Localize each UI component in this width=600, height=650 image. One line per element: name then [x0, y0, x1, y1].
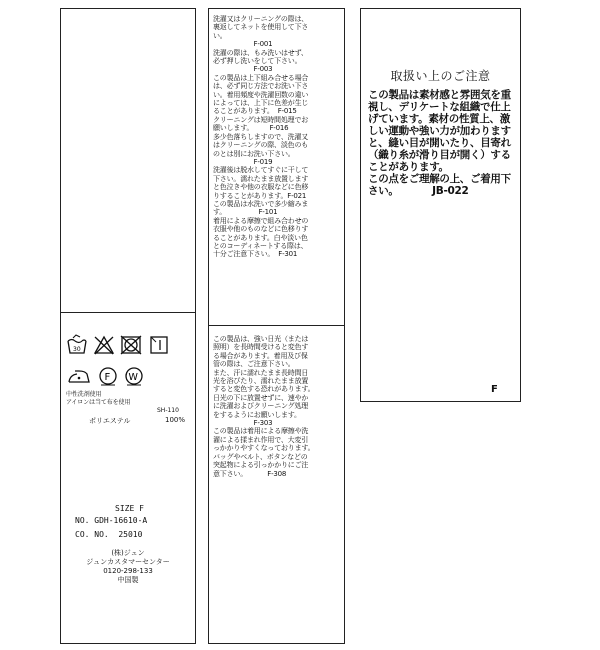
fiber-percent: 100%	[165, 416, 186, 424]
no-bleach-icon	[93, 334, 115, 356]
care-notes-upper: 洗濯又はクリーニングの際は、 裏返してネットを使用して下さ い。 F-001 洗濯の際は、もみ洗いはせず、 必ず押し洗いをして下さい。 F-003 この製品は上下組み合せる場合 は、必ず同じ方法でお洗い下さ い。着用頻度や洗濯回数の違い によっては、上下に色差が生じ ることがあります。 F-015 クリーニングは短時間処理でお 願いします。 F-016 多少色落ちしますので、洗濯又 はクリーニングの際、淡色のも のとは別にお洗い下さい。 F-019 洗濯後は脱水してすぐに干して 下さい。濡れたまま放置します と色泣きや他の衣服などに色移 りすることがあります。F-021 この製品は水洗いで多少縮みま す。 F-101 着用による摩擦で組み合わせの 衣服や他のものなどに色移りす ることがあります。白や淡い色 とのコーディネートする際は、 十分ご注意下さい。 F-301	[213, 15, 309, 259]
care-label-tag-middle	[208, 8, 345, 644]
caution-tag-right	[360, 8, 521, 402]
fold-line	[61, 312, 195, 313]
product-number: NO. GDH-16610-A	[75, 516, 148, 525]
care-note-iron: アイロンは当て布を使用	[66, 399, 131, 406]
fiber-name: ポリエステル	[89, 417, 131, 425]
svg-text:W: W	[128, 372, 138, 383]
svg-text:30: 30	[73, 346, 81, 353]
maker-name: (株)ジュン	[111, 549, 145, 557]
wet-clean-w-icon	[124, 366, 144, 386]
care-symbols-row-2	[66, 366, 186, 388]
no-tumble-dry-icon	[120, 334, 142, 356]
iron-low-icon	[66, 366, 92, 386]
care-label-tag-left	[60, 8, 196, 644]
phone-number: 0120-298-133	[103, 567, 153, 575]
line-dry-icon	[148, 334, 170, 356]
care-notes-lower: この製品は、強い日光（または 照明）を長時間受けると変色す る場合があります。着用及び保 管の際は、ご注意下さい。 また、汗に濡れたまま長時間日 光を浴びたり、濡れたまま放置 すると変色する恐れがあります。 日光の下に放置せずに、速やか に洗濯およびクリーニング処理 をするようにお願いします。 F-303 この製品は着用による摩擦や洗 濯による揉まれ作用で、大変引 っかかりやすくなっております。 バッグやベルト、ボタンなどの 突起物による引っかかりにご注 意下さい。 F-308	[213, 335, 315, 478]
customer-center: ジュンカスタマーセンター	[86, 558, 170, 566]
size-label: SIZE F	[115, 504, 144, 513]
hand-wash-30-icon	[66, 334, 88, 356]
co-number: CO. NO. 25010	[75, 530, 143, 539]
care-code: SH-110	[157, 407, 179, 414]
fold-line	[209, 325, 344, 326]
caution-body: この製品は素材感と雰囲気を重 視し、デリケートな組織で仕上 げています。素材の性質上、激 しい運動や強い力が加わります と、縫い目が開いたり、目寄れ （織り糸が滑り目が開く）する ことがあります。 この点をご理解の上、ご着用下 さい。 JB-022	[368, 89, 511, 197]
care-note-detergent: 中性洗剤使用	[66, 391, 102, 398]
caution-title: 取扱い上のご注意	[390, 69, 491, 83]
tag-letter: F	[491, 384, 498, 395]
dry-clean-f-icon	[98, 366, 118, 386]
country-of-origin: 中国製	[117, 576, 139, 584]
care-symbols-row-1	[66, 334, 186, 358]
svg-text:F: F	[104, 372, 111, 383]
